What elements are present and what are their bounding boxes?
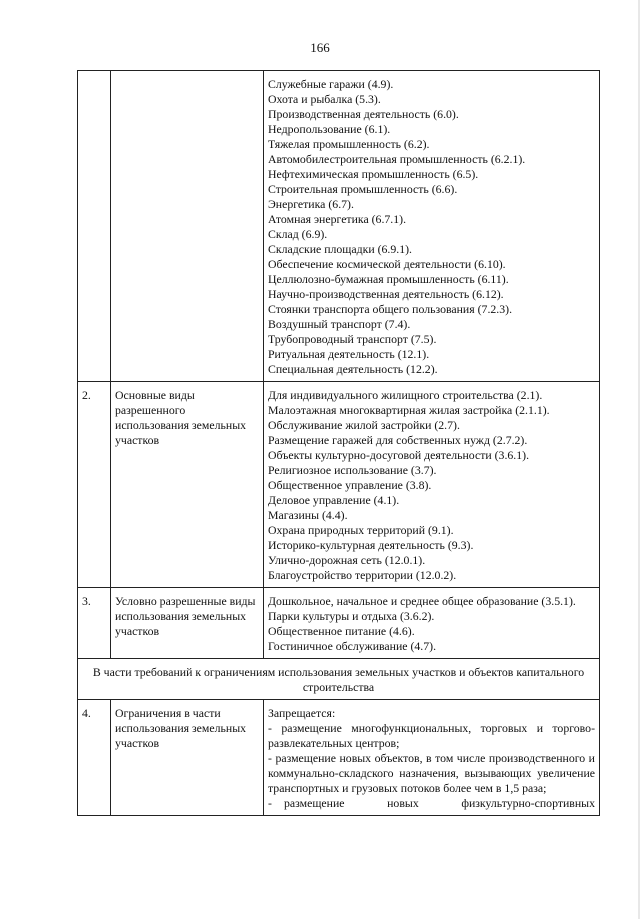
row-items xyxy=(264,71,600,382)
list-item: Складские площадки (6.9.1). xyxy=(268,242,413,256)
list-item: Дошкольное, начальное и среднее общее образование (3.5.1). xyxy=(268,594,576,608)
table-row xyxy=(78,700,600,816)
row-name: Условно разрешенные виды использования земельных участков xyxy=(111,588,264,659)
word: новых xyxy=(387,796,419,810)
word: размещение xyxy=(284,796,345,810)
section-header: В части требований к ограничениям использования земельных участков и объектов капитального строительства xyxy=(78,659,600,700)
section-header-row xyxy=(78,659,600,700)
list-item: Недропользование (6.1). xyxy=(268,122,391,136)
list-item: Специальная деятельность (12.2). xyxy=(268,362,438,376)
list-item: Размещение гаражей для собственных нужд (2.7.2). xyxy=(268,433,528,447)
list-item: Нефтехимическая промышленность (6.5). xyxy=(268,167,479,181)
list-item: Для индивидуального жилищного строительства (2.1). xyxy=(268,388,543,402)
list-item: Целлюлозно-бумажная промышленность (6.11). xyxy=(268,272,509,286)
word: физкультурно-спортивных xyxy=(461,796,595,810)
list-item: Энергетика (6.7). xyxy=(268,197,354,211)
table-row xyxy=(78,588,600,659)
zoning-table xyxy=(77,70,600,816)
list-item: Трубопроводный транспорт (7.5). xyxy=(268,332,437,346)
restriction-intro: Запрещается: xyxy=(268,706,336,720)
row-number xyxy=(78,71,111,382)
page-number: 166 xyxy=(310,40,330,55)
list-item: Производственная деятельность (6.0). xyxy=(268,107,459,121)
row-name: Основные виды разрешенного использования земельных участков xyxy=(111,382,264,588)
row-name: Ограничения в части использования земельных участков xyxy=(111,700,264,816)
list-item: Магазины (4.4). xyxy=(268,508,348,522)
list-item: Служебные гаражи (4.9). xyxy=(268,77,394,91)
list-item: Объекты культурно-досуговой деятельности (3.6.1). xyxy=(268,448,530,462)
list-item: Стоянки транспорта общего пользования (7.2.3). xyxy=(268,302,513,316)
list-item: Воздушный транспорт (7.4). xyxy=(268,317,411,331)
row-number: 3. xyxy=(78,588,111,659)
list-item: Строительная промышленность (6.6). xyxy=(268,182,458,196)
list-item: Парки культуры и отдыха (3.6.2). xyxy=(268,609,435,623)
list-item: Религиозное использование (3.7). xyxy=(268,463,437,477)
list-item: Обслуживание жилой застройки (2.7). xyxy=(268,418,460,432)
row-number: 4. xyxy=(78,700,111,816)
restriction-item xyxy=(268,796,595,811)
table-row xyxy=(78,71,600,382)
list-item: Охрана природных территорий (9.1). xyxy=(268,523,454,537)
list-item: Малоэтажная многоквартирная жилая застройка (2.1.1). xyxy=(268,403,550,417)
dash-mark: - xyxy=(268,796,272,810)
list-item: Общественное питание (4.6). xyxy=(268,624,415,638)
list-item: Автомобилестроительная промышленность (6.2.1). xyxy=(268,152,526,166)
list-item: Научно-производственная деятельность (6.12). xyxy=(268,287,504,301)
list-item: Охота и рыбалка (5.3). xyxy=(268,92,381,106)
table-row xyxy=(78,382,600,588)
list-item: Деловое управление (4.1). xyxy=(268,493,400,507)
list-item: Общественное управление (3.8). xyxy=(268,478,432,492)
row-items xyxy=(264,700,600,816)
list-item: Тяжелая промышленность (6.2). xyxy=(268,137,430,151)
row-items xyxy=(264,382,600,588)
list-item: Историко-культурная деятельность (9.3). xyxy=(268,538,474,552)
row-number: 2. xyxy=(78,382,111,588)
restriction-item: - размещение многофункциональных, торговых и торгово-развлекательных центров; xyxy=(268,721,595,750)
list-item: Улично-дорожная сеть (12.0.1). xyxy=(268,553,426,567)
list-item: Склад (6.9). xyxy=(268,227,328,241)
list-item: Атомная энергетика (6.7.1). xyxy=(268,212,407,226)
restriction-item: - размещение новых объектов, в том числе производственного и коммунально-складского назначения, вызывающих увеличение транспортных и грузовых потоков более чем в 1,5 раза; xyxy=(268,751,595,795)
list-item: Благоустройство территории (12.0.2). xyxy=(268,568,457,582)
row-name xyxy=(111,71,264,382)
list-item: Обеспечение космической деятельности (6.10). xyxy=(268,257,506,271)
row-items xyxy=(264,588,600,659)
list-item: Ритуальная деятельность (12.1). xyxy=(268,347,430,361)
list-item: Гостиничное обслуживание (4.7). xyxy=(268,639,437,653)
